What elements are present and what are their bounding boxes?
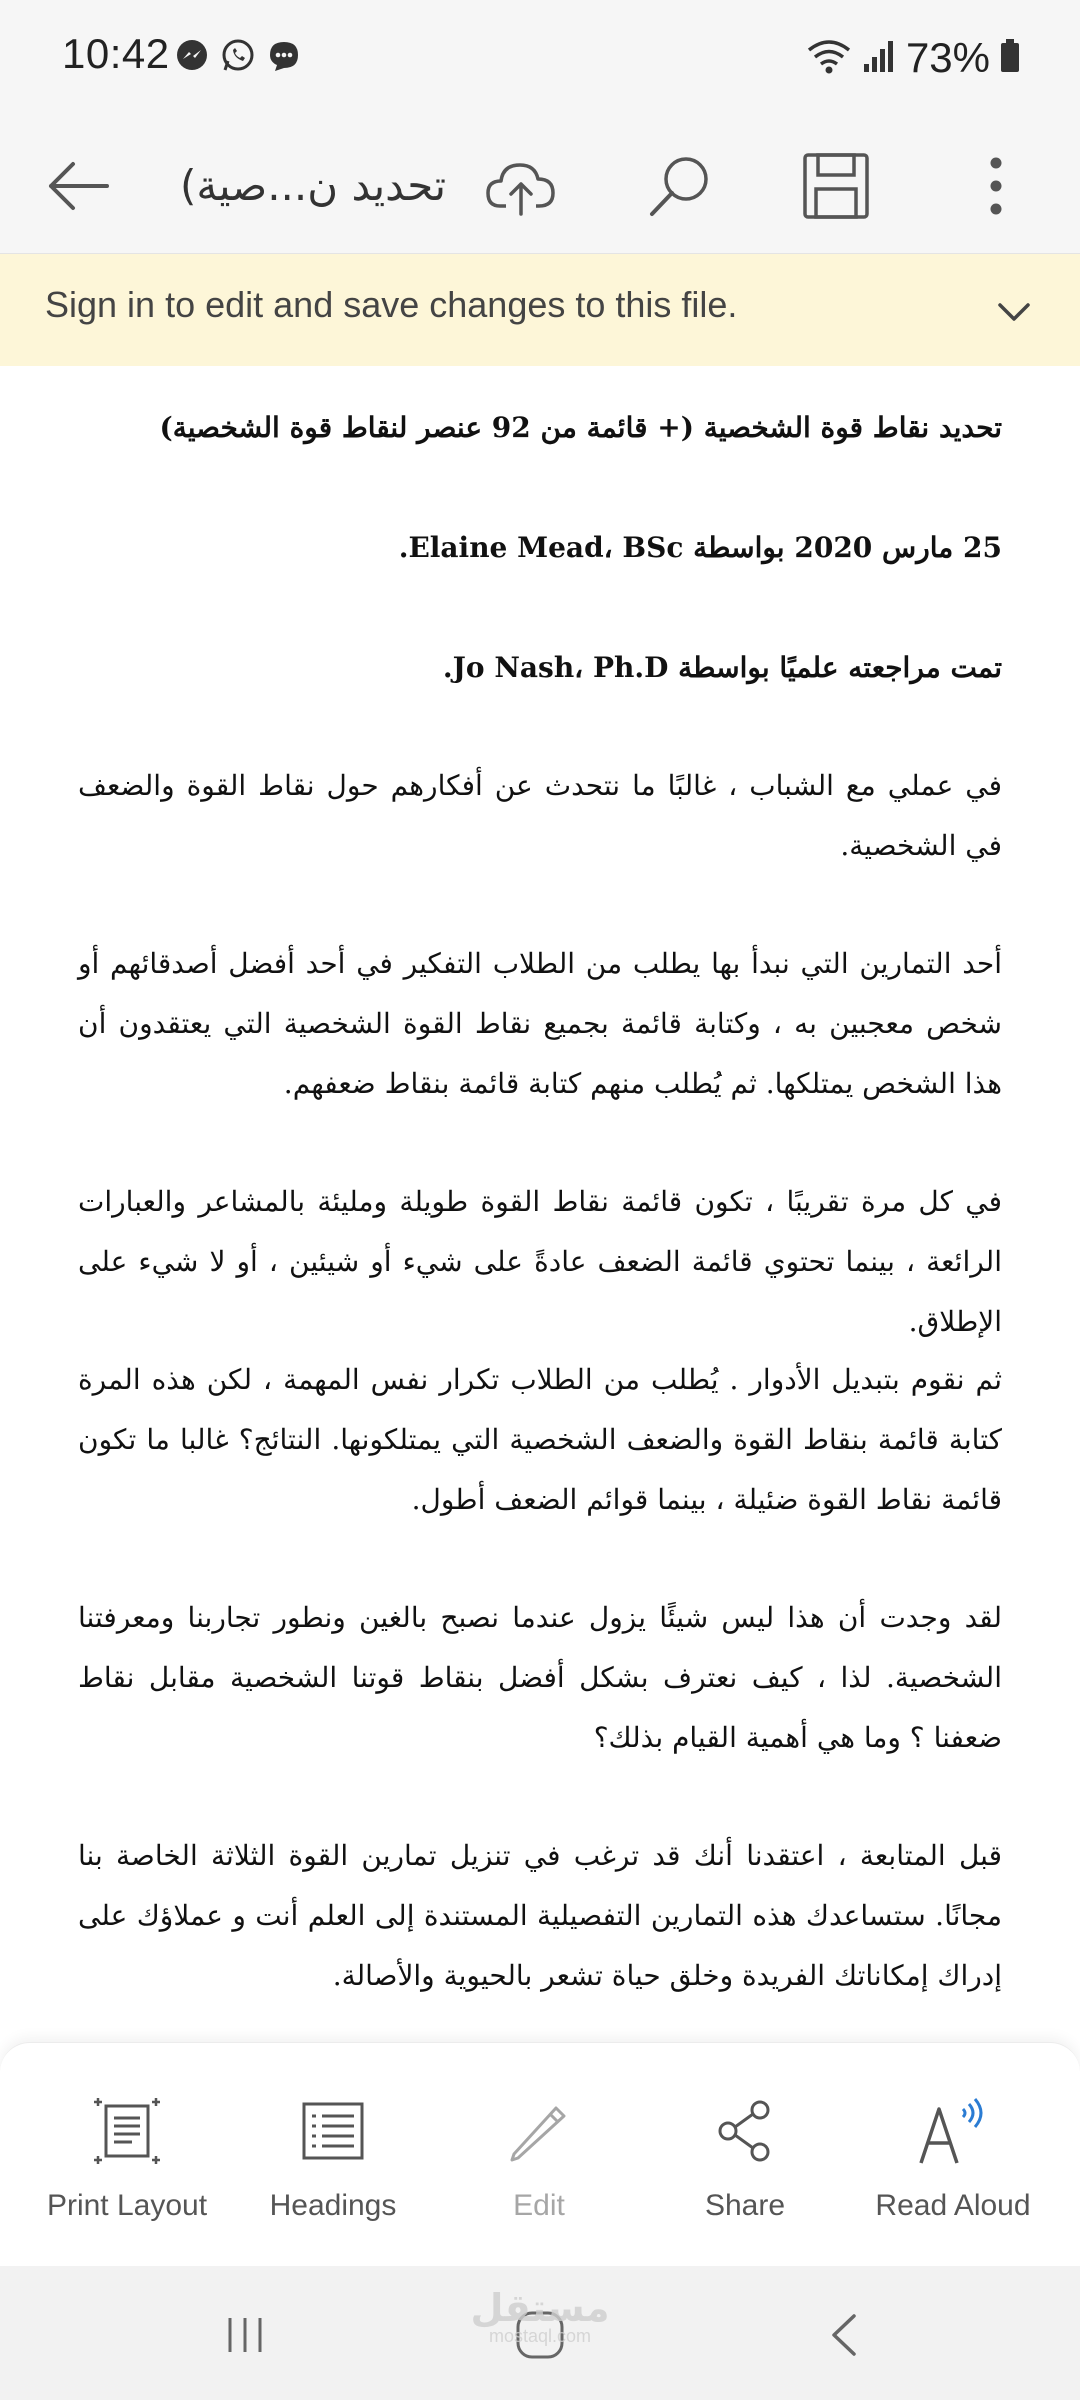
edit-label: Edit <box>513 2189 565 2222</box>
document-title[interactable]: تحديد ن...صية) <box>179 161 447 210</box>
edit-button[interactable] <box>444 2093 634 2243</box>
back-button[interactable] <box>32 140 124 232</box>
print-layout-icon <box>92 2096 162 2166</box>
headings-icon <box>298 2096 368 2166</box>
doc-reviewer-line: تمت مراجعته علميًا بواسطة Jo Nash، Ph.D. <box>442 651 1002 684</box>
battery-icon <box>1000 38 1020 79</box>
battery-percent: 73% <box>905 34 990 81</box>
status-time: 10:42 <box>62 30 170 77</box>
search-button[interactable] <box>634 140 726 232</box>
whatsapp-icon <box>220 38 256 79</box>
doc-author-line: 25 مارس 2020 بواسطة Elaine Mead، BSc. <box>398 531 1002 564</box>
chevron-down-icon[interactable] <box>992 290 1036 334</box>
save-icon <box>801 151 871 221</box>
share-button[interactable] <box>650 2093 840 2243</box>
cloud-upload-icon <box>484 148 560 224</box>
signal-icon <box>862 38 896 79</box>
share-label: Share <box>704 2189 786 2222</box>
search-icon <box>644 150 716 222</box>
status-bar <box>0 0 1080 118</box>
doc-paragraph: في عملي مع الشباب ، غالبًا ما نتحدث عن أفكارهم حول نقاط القوة والضعف في الشخصية. <box>78 769 1002 862</box>
more-options-button[interactable] <box>950 140 1042 232</box>
print-layout-button[interactable] <box>32 2093 222 2243</box>
app-toolbar <box>0 118 1080 254</box>
doc-paragraph: ثم نقوم بتبديل الأدوار . يُطلب من الطلاب تكرار نفس المهمة ، لكن هذه المرة كتابة قائمة بنقاط القوة والضعف الشخصية التي يمتلكونها. النتائج؟ غالبا ما تكون قائمة نقاط القوة ضئيلة ، بينما قوائم الضعف أطول. <box>78 1363 1002 1516</box>
sign-in-banner[interactable] <box>0 254 1080 366</box>
doc-paragraph: قبل المتابعة ، اعتقدنا أنك قد ترغب في تنزيل تمارين القوة الثلاثة الخاصة بنا مجانًا. ستساعدك هذه التمارين التفصيلية المستندة إلى العلم أنت و عملاؤك على إدراك إمكاناتك الفريدة وخلق حياة تشعر بالحيوية والأصالة. <box>78 1839 1002 1992</box>
share-icon <box>710 2096 780 2166</box>
watermark-subtext: mostaql.com <box>488 2326 592 2346</box>
nav-back-button[interactable] <box>810 2300 880 2370</box>
doc-heading: تحديد نقاط قوة الشخصية (+ قائمة من 92 عنصر لنقاط قوة الشخصية) <box>159 411 1002 444</box>
pencil-icon <box>504 2096 574 2166</box>
bottom-action-bar <box>0 2042 1080 2266</box>
back-icon <box>820 2310 870 2360</box>
read-aloud-button[interactable] <box>858 2093 1048 2243</box>
doc-paragraph: لقد وجدت أن هذا ليس شيئًا يزول عندما نصبح بالغين ونطور تجاربنا ومعرفتنا الشخصية. لذا ، كيف نعترف بشكل أفضل بنقاط قوتنا الشخصية مقابل نقاط ضعفنا ؟ وما هي أهمية القيام بذلك؟ <box>78 1601 1002 1754</box>
notification-icons <box>174 38 302 79</box>
upload-button[interactable] <box>476 140 568 232</box>
doc-paragraph: في كل مرة تقريبًا ، تكون قائمة نقاط القوة طويلة ومليئة بالمشاعر والعبارات الرائعة ، بينما تحتوي قائمة الضعف عادةً على شيء أو شيئين ، أو لا شيء على الإطلاق. <box>78 1185 1002 1338</box>
back-arrow-icon <box>43 151 113 221</box>
messenger-icon <box>174 38 210 79</box>
save-button[interactable] <box>790 140 882 232</box>
document-body[interactable] <box>0 366 1080 2042</box>
system-icons <box>806 34 1020 82</box>
read-aloud-label: Read Aloud <box>875 2189 1031 2222</box>
watermark <box>470 2286 610 2347</box>
headings-button[interactable] <box>238 2093 428 2243</box>
recents-button[interactable] <box>210 2300 280 2370</box>
headings-label: Headings <box>269 2189 397 2222</box>
watermark-text: مستقل <box>470 2286 610 2330</box>
print-layout-label: Print Layout <box>46 2189 208 2222</box>
wifi-icon <box>806 36 852 81</box>
system-nav-bar <box>0 2266 1080 2400</box>
read-aloud-icon <box>915 2093 991 2169</box>
more-vert-icon <box>981 151 1011 221</box>
recents-icon <box>220 2310 270 2360</box>
doc-paragraph: أحد التمارين التي نبدأ بها يطلب من الطلاب التفكير في أحد أفضل أصدقائهم أو شخص معجبين به ، وكتابة قائمة بجميع نقاط القوة الشخصية التي يعتقدون أن هذا الشخص يمتلكها. ثم يُطلب منهم كتابة قائمة بنقاط ضعفهم. <box>78 947 1002 1100</box>
banner-text: Sign in to edit and save changes to this file. <box>45 284 738 325</box>
chat-icon <box>266 38 302 79</box>
